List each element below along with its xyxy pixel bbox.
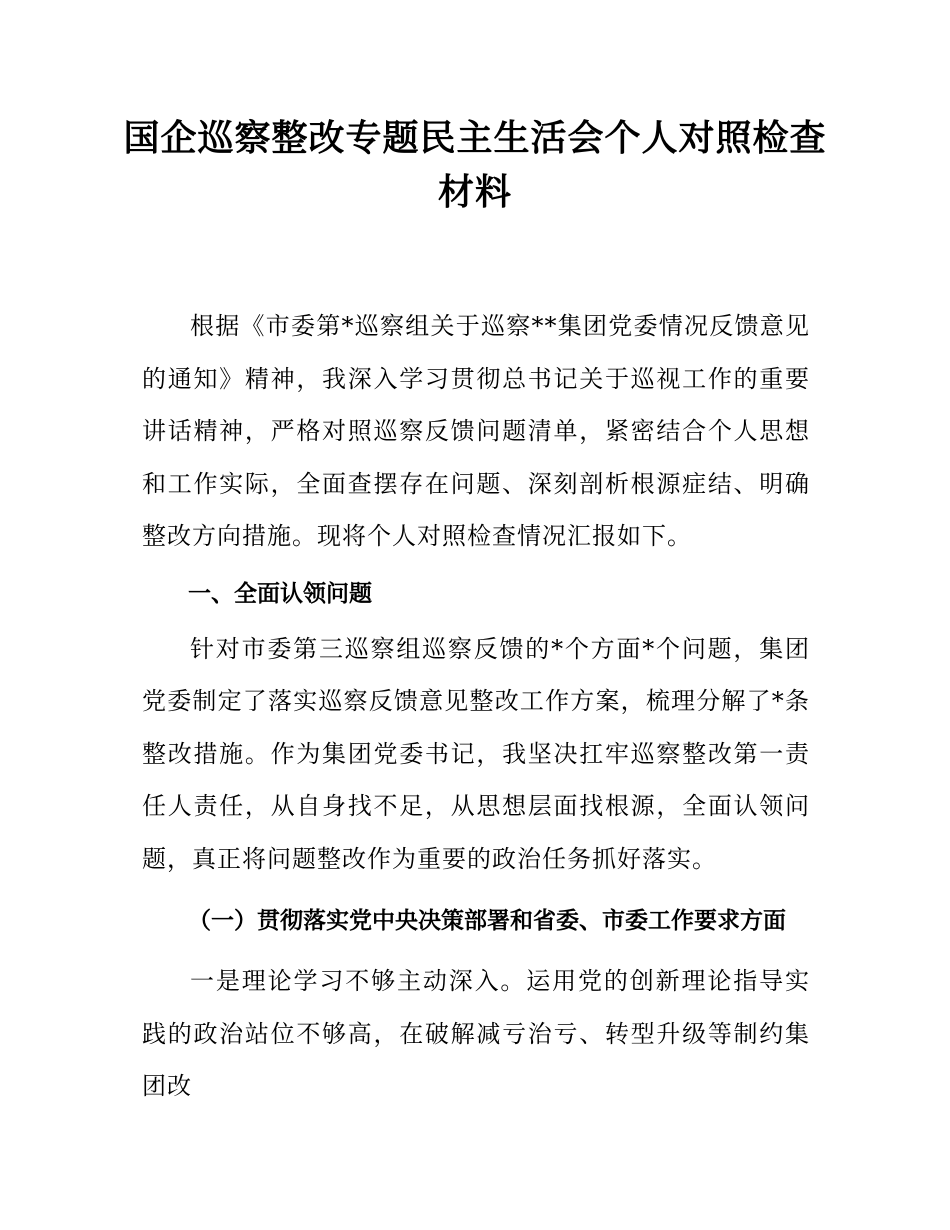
section-heading: 一、全面认领问题 [188, 580, 372, 607]
intro-paragraph: 根据《市委第*巡察组关于巡察**集团党委情况反馈意见的通知》精神，我深入学习贯彻总书记关于巡视工作的重要讲话精神，严格对照巡察反馈问题清单，紧密结合个人思想和工作实际，全面查摆存在问题、深刻剖析根源症结、明确整改方向措施。现将个人对照检查情况汇报如下。 [142, 312, 810, 550]
document-body [142, 300, 810, 1113]
document-title: 国企巡察整改专题民主生活会个人对照检查材料 [123, 118, 827, 213]
subsection-paragraph: 一是理论学习不够主动深入。运用党的创新理论指导实践的政治站位不够高，在破解减亏治亏、转型升级等制约集团改 [142, 967, 810, 1100]
subsection-heading: （一）贯彻落实党中央决策部署和省委、市委工作要求方面 [188, 908, 786, 934]
section-paragraph: 针对市委第三巡察组巡察反馈的*个方面*个问题，集团党委制定了落实巡察反馈意见整改工作方案，梳理分解了*条整改措施。作为集团党委书记，我坚决扛牢巡察整改第一责任人责任，从自身找不足，从思想层面找根源，全面认领问题，真正将问题整改作为重要的政治任务抓好落实。 [142, 634, 810, 873]
